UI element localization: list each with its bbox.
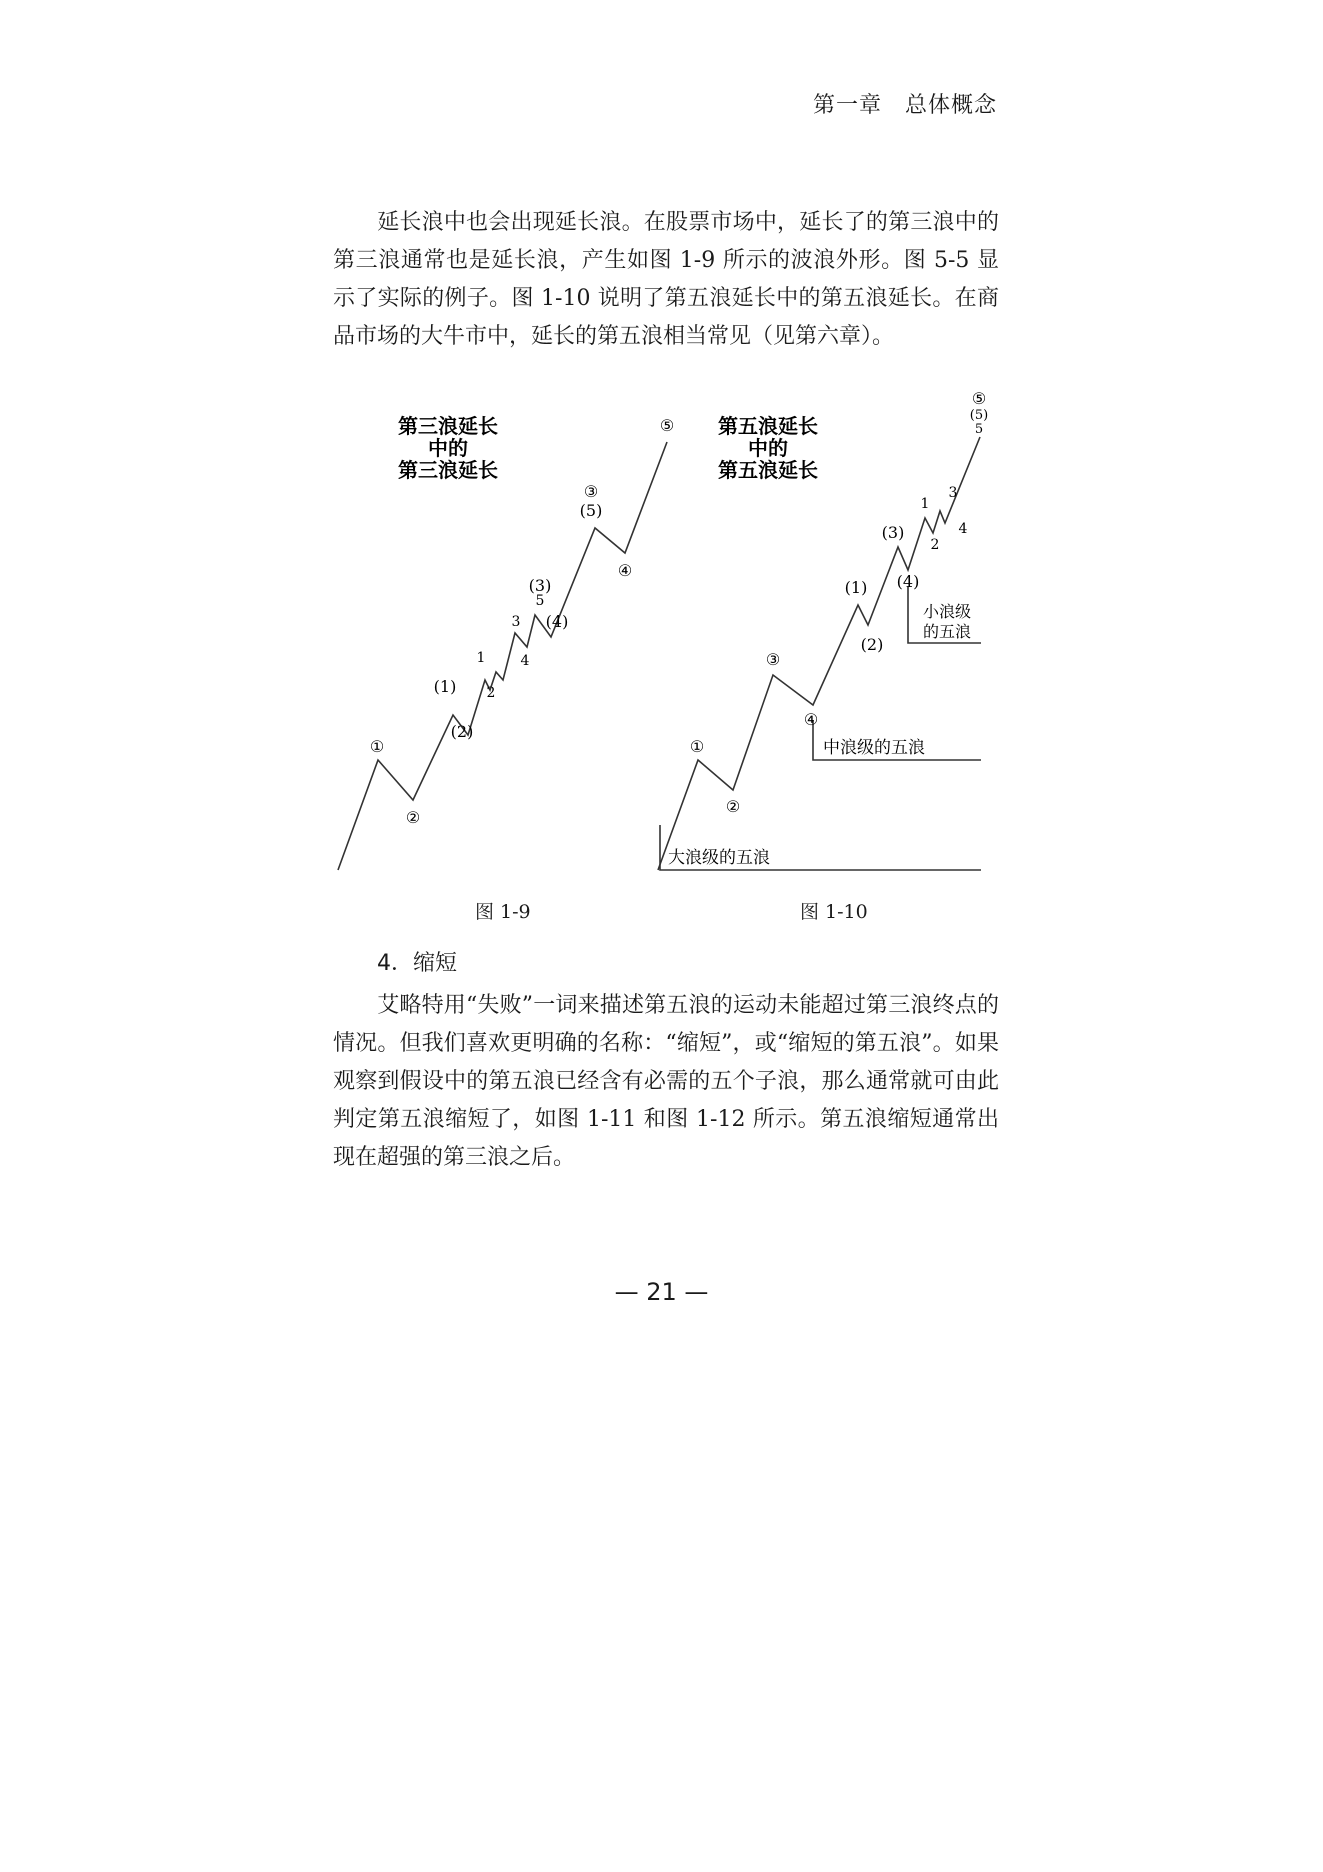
label-wave-2-circled: ② xyxy=(725,797,741,816)
figure-1-9 xyxy=(333,375,673,885)
label-wave-4-minor: 4 xyxy=(958,521,968,537)
figure-1-9-title-line-2: 中的 xyxy=(428,436,468,460)
paragraph-extensions xyxy=(333,204,999,356)
figure-1-9-diagram xyxy=(333,375,673,885)
paragraph-2-text: 艾略特用“失败”一词来描述第五浪的运动未能超过第三浪终点的情况。但我们喜欢更明确的名称：“缩短”，或“缩短的第五浪”。如果观察到假设中的第五浪已经含有必需的五个子浪，那么通常就可由此判定第五浪缩短了，如图 1-11 和图 1-12 所示。第五浪缩短通常出现在超强的第三浪之后。 xyxy=(333,993,999,1170)
label-wave-1-minor: 1 xyxy=(476,650,486,666)
running-head: 第一章 总体概念 xyxy=(812,93,997,118)
label-wave-5-minor: 5 xyxy=(974,422,984,437)
figure-1-10-title-line-3: 第五浪延长 xyxy=(718,458,818,482)
label-wave-3-paren: (3) xyxy=(881,523,905,542)
page-number: — 21 — xyxy=(614,1278,709,1306)
label-wave-5-minor: 5 xyxy=(535,593,545,609)
label-intermediate-degree: 中浪级的五浪 xyxy=(823,738,925,758)
label-wave-2-minor: 2 xyxy=(486,685,496,701)
label-wave-3-minor: 3 xyxy=(511,614,521,630)
label-wave-3-circled: ③ xyxy=(765,650,781,669)
wave-path xyxy=(338,442,667,870)
label-wave-2-paren: (2) xyxy=(450,722,474,741)
label-wave-2-paren: (2) xyxy=(860,635,884,654)
figure-1-10-diagram xyxy=(653,375,1003,885)
label-wave-2-circled: ② xyxy=(405,808,421,827)
figure-1-9-caption: 图 1-9 xyxy=(475,901,531,923)
figure-1-10 xyxy=(653,375,1003,885)
label-wave-4-paren: (4) xyxy=(545,612,569,631)
figure-1-10-caption: 图 1-10 xyxy=(800,901,868,923)
label-wave-1-paren: (1) xyxy=(844,578,868,597)
wave-path xyxy=(658,437,980,870)
label-minor-degree-line-1: 小浪级 xyxy=(923,602,972,621)
label-wave-1-minor: 1 xyxy=(920,496,930,512)
label-wave-3-paren: (3) xyxy=(528,576,552,595)
label-wave-1-circled: ① xyxy=(369,737,385,756)
section-heading: 4．缩短 xyxy=(377,951,457,976)
paragraph-1-text: 延长浪中也会出现延长浪。在股票市场中，延长了的第三浪中的第三浪通常也是延长浪，产生如图 1-9 所示的波浪外形。图 5-5 显示了实际的例子。图 1-10 说明了第五浪延长中的第五浪延长。在商品市场的大牛市中，延长的第五浪相当常见（见第六章）。 xyxy=(333,210,999,349)
label-wave-5-paren: (5) xyxy=(969,408,989,423)
figure-1-10-title-line-1: 第五浪延长 xyxy=(718,414,818,438)
figure-1-9-title-line-1: 第三浪延长 xyxy=(398,414,498,438)
figure-1-9-title-line-3: 第三浪延长 xyxy=(398,458,498,482)
label-wave-4-paren: (4) xyxy=(896,572,920,591)
label-major-degree: 大浪级的五浪 xyxy=(668,848,770,868)
label-minor-degree-line-2: 的五浪 xyxy=(923,622,972,641)
label-wave-5-circled: ⑤ xyxy=(971,389,987,408)
label-wave-3-circled: ③ xyxy=(583,482,599,501)
label-wave-3-minor: 3 xyxy=(948,485,958,501)
label-wave-4-circled: ④ xyxy=(803,710,819,729)
label-wave-4-minor: 4 xyxy=(520,653,530,669)
label-wave-5-circled: ⑤ xyxy=(659,416,675,435)
figure-1-10-title-line-2: 中的 xyxy=(748,436,788,460)
label-wave-1-paren: (1) xyxy=(433,677,457,696)
label-wave-5-paren: (5) xyxy=(579,501,603,520)
label-wave-2-minor: 2 xyxy=(930,537,940,553)
label-wave-4-circled: ④ xyxy=(617,561,633,580)
paragraph-truncation xyxy=(333,987,999,1177)
label-wave-1-circled: ① xyxy=(689,737,705,756)
